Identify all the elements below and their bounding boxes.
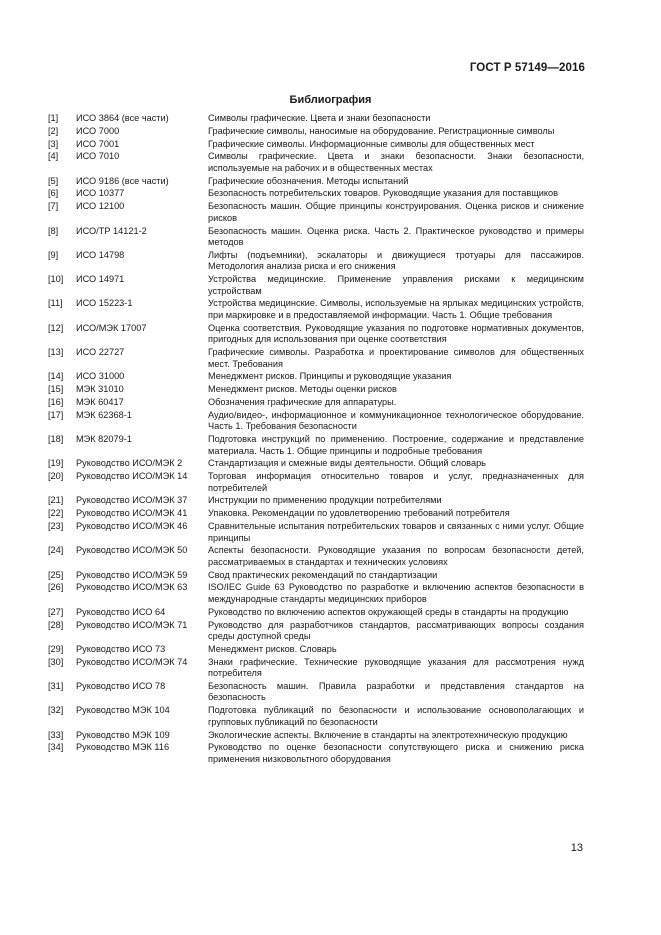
entry-standard-code: Руководство ИСО/МЭК 74 — [76, 656, 188, 667]
entry-title: Сравнительные испытания потребительских товаров и связанных с ними услуг. Общие принципы — [208, 521, 584, 543]
bibliography-entry — [48, 371, 584, 384]
entry-number: [21] — [48, 495, 64, 506]
entry-title: Менеджмент рисков. Принципы и руководящие указания — [208, 371, 452, 382]
entry-number: [30] — [48, 656, 64, 667]
bibliography-entry — [48, 521, 584, 545]
entry-standard-code: Руководство ИСО 78 — [76, 680, 166, 691]
entry-number: [16] — [48, 396, 64, 407]
entry-title: Графические символы. Информационные символы для общественных мест — [208, 138, 535, 149]
entry-number: [6] — [48, 188, 59, 199]
entry-number: [33] — [48, 729, 64, 740]
entry-number: [15] — [48, 384, 64, 395]
bibliography-entry — [48, 570, 584, 583]
entry-number: [5] — [48, 175, 59, 186]
entry-title: Аспекты безопасности. Руководящие указания по вопросам безопасности детей, рассматриваемых в стандартах и технических условиях — [208, 545, 584, 567]
bibliography-entry — [48, 508, 584, 521]
bibliography-entry — [48, 274, 584, 298]
entry-standard-code: ИСО 3864 (все части) — [76, 113, 169, 123]
entry-standard-code: МЭК 31010 — [76, 384, 124, 395]
bibliography-entry — [48, 250, 584, 274]
entry-number: [20] — [48, 471, 64, 482]
entry-title: Символы графические. Цвета и знаки безопасности — [208, 113, 431, 123]
bibliography-entry — [48, 410, 584, 434]
entry-title: Руководство по оценке безопасности сопутствующего риска и снижению риска применения низковольтного оборудования — [208, 742, 584, 764]
entry-standard-code: ИСО 22727 — [76, 347, 125, 358]
entry-number: [26] — [48, 582, 64, 593]
entry-title: Безопасность машин. Общие принципы конструирования. Оценка рисков и снижение рисков — [208, 201, 584, 223]
entry-standard-code: ИСО/ТР 14121-2 — [76, 225, 147, 236]
entry-standard-code: Руководство ИСО/МЭК 2 — [76, 458, 183, 469]
entry-number: [1] — [48, 113, 59, 123]
entry-number: [19] — [48, 458, 64, 469]
entry-title: Руководство для разработчиков стандартов, рассматривающих вопросы создания среды доступной среды — [208, 619, 584, 642]
entry-standard-code: ИСО 7001 — [76, 138, 120, 149]
bibliography-entry — [48, 582, 584, 606]
entry-title: Подготовка инструкций по применению. Построение, содержание и представление материала. Часть 1. Общие принципы и подробные требования — [208, 434, 584, 456]
entry-standard-code: Руководство ИСО/МЭК 63 — [76, 582, 188, 593]
entry-number: [24] — [48, 545, 64, 556]
entry-number: [27] — [48, 606, 64, 617]
entry-title: Менеджмент рисков. Методы оценки рисков — [208, 384, 397, 395]
entry-number: [3] — [48, 138, 59, 149]
bibliography-entry — [48, 397, 584, 410]
entry-standard-code: ИСО 14798 — [76, 249, 125, 260]
entry-title: Свод практических рекомендаций по стандартизации — [208, 569, 438, 580]
entry-title: ISO/IEC Guide 63 Руководство по разработке и включению аспектов безопасности в международные стандарты медицинских приборов — [208, 582, 584, 604]
entry-standard-code: ИСО 12100 — [76, 201, 125, 212]
entry-standard-code: ИСО 31000 — [76, 371, 125, 382]
bibliography-entry — [48, 545, 584, 569]
document-code: ГОСТ Р 57149—2016 — [469, 62, 585, 74]
entry-number: [10] — [48, 274, 64, 285]
entry-standard-code: ИСО 14971 — [76, 274, 125, 285]
bibliography-entry — [48, 113, 584, 126]
entry-title: Обозначения графические для аппаратуры. — [208, 396, 397, 407]
entry-title: Менеджмент рисков. Словарь — [208, 643, 337, 654]
entry-number: [34] — [48, 742, 64, 753]
entry-standard-code: Руководство ИСО/МЭК 46 — [76, 521, 188, 532]
entry-number: [7] — [48, 201, 59, 212]
bibliography-entry — [48, 705, 584, 729]
bibliography-entry — [48, 681, 584, 705]
bibliography-entry — [48, 139, 584, 152]
bibliography-entry — [48, 742, 584, 766]
entry-title: Торговая информация относительно товаров и услуг, предназначенных для потребителей — [208, 471, 584, 493]
bibliography-entry — [48, 730, 584, 743]
entry-standard-code: ИСО 9186 (все части) — [76, 175, 169, 186]
entry-title: Руководство по включению аспектов окружающей среды в стандарты на продукцию — [208, 606, 569, 617]
bibliography-entry — [48, 495, 584, 508]
bibliography-entry — [48, 384, 584, 397]
bibliography-entry — [48, 620, 584, 644]
bibliography-entry — [48, 188, 584, 201]
entry-standard-code: Руководство ИСО 64 — [76, 606, 166, 617]
bibliography-table — [48, 113, 584, 767]
entry-number: [14] — [48, 371, 64, 382]
bibliography-entry — [48, 347, 584, 371]
entry-standard-code: Руководство ИСО/МЭК 41 — [76, 508, 188, 519]
entry-title: Аудио/видео-, информационное и коммуникационное технологическое оборудование. Часть 1. Требования безопасности — [208, 409, 584, 432]
entry-number: [31] — [48, 680, 64, 691]
page-number: 13 — [570, 842, 583, 854]
page-title: Библиография — [289, 94, 372, 106]
entry-title: Подготовка публикаций по безопасности и использование основополагающих и групповых публикаций по безопасности — [208, 705, 584, 727]
bibliography-entry — [48, 323, 584, 347]
entry-title: Стандартизация и смежные виды деятельности. Общий словарь — [208, 458, 486, 469]
entry-title: Графические символы, наносимые на оборудование. Регистрационные символы — [208, 125, 555, 136]
entry-number: [23] — [48, 521, 64, 532]
entry-number: [28] — [48, 619, 64, 630]
bibliography-entry — [48, 226, 584, 250]
entry-standard-code: ИСО 10377 — [76, 188, 125, 199]
entry-title: Инструкции по применению продукции потребителями — [208, 495, 442, 506]
entry-standard-code: Руководство ИСО/МЭК 59 — [76, 569, 188, 580]
entry-number: [17] — [48, 409, 64, 420]
entry-standard-code: Руководство ИСО/МЭК 50 — [76, 545, 188, 556]
bibliography-entry — [48, 151, 584, 175]
entry-title: Безопасность машин. Оценка риска. Часть 2. Практическое руководство и примеры методов — [208, 225, 584, 248]
bibliography-entry — [48, 201, 584, 225]
entry-standard-code: Руководство ИСО/МЭК 14 — [76, 471, 188, 482]
entry-number: [13] — [48, 347, 64, 358]
entry-number: [32] — [48, 705, 64, 716]
entry-number: [12] — [48, 322, 64, 333]
entry-number: [2] — [48, 125, 59, 136]
entry-number: [22] — [48, 508, 64, 519]
bibliography-list — [48, 113, 584, 767]
bibliography-entry — [48, 298, 584, 322]
bibliography-entry — [48, 657, 584, 681]
bibliography-entry — [48, 471, 584, 495]
entry-title: Лифты (подъемники), эскалаторы и движущиеся тротуары для пассажиров. Методология анализа риска и его снижения — [208, 249, 584, 272]
entry-standard-code: МЭК 62368-1 — [76, 409, 132, 420]
entry-standard-code: ИСО 7010 — [76, 151, 120, 162]
entry-standard-code: ИСО 15223-1 — [76, 298, 133, 309]
entry-standard-code: МЭК 82079-1 — [76, 434, 132, 445]
entry-number: [18] — [48, 434, 64, 445]
entry-number: [11] — [48, 298, 63, 309]
entry-number: [8] — [48, 225, 59, 236]
entry-title: Графические обозначения. Методы испытаний — [208, 175, 409, 186]
bibliography-entry — [48, 434, 584, 458]
entry-title: Знаки графические. Технические руководящие указания для рассмотрения нужд потребителя — [208, 656, 584, 679]
entry-standard-code: Руководство ИСО/МЭК 37 — [76, 495, 188, 506]
entry-title: Безопасность потребительских товаров. Руководящие указания для поставщиков — [208, 188, 559, 199]
entry-title: Экологические аспекты. Включение в стандарты на электротехническую продукцию — [208, 729, 568, 740]
entry-standard-code: Руководство ИСО/МЭК 71 — [76, 619, 188, 630]
bibliography-entry — [48, 126, 584, 139]
entry-title: Устройства медицинские. Символы, используемые на ярлыках медицинских устройств, при маркировке и в предоставляемой информации. Часть 1. Общие требования — [208, 298, 584, 320]
entry-title: Символы графические. Цвета и знаки безопасности. Знаки безопасности, используемые на рабочих и в общественных местах — [208, 151, 584, 173]
bibliography-entry — [48, 176, 584, 189]
entry-standard-code: Руководство ИСО 73 — [76, 643, 166, 654]
entry-standard-code: Руководство МЭК 104 — [76, 705, 170, 716]
entry-title: Безопасность машин. Правила разработки и представления стандартов на безопасность — [208, 680, 584, 703]
entry-number: [4] — [48, 151, 59, 162]
bibliography-entry — [48, 607, 584, 620]
entry-title: Оценка соответствия. Руководящие указания по подготовке нормативных документов, пригодных для использования при оценке соответствия — [208, 322, 584, 345]
bibliography-entry — [48, 458, 584, 471]
entry-standard-code: МЭК 60417 — [76, 396, 124, 407]
entry-standard-code: Руководство МЭК 109 — [76, 729, 170, 740]
entry-standard-code: ИСО 7000 — [76, 125, 120, 136]
entry-standard-code: ИСО/МЭК 17007 — [76, 322, 147, 333]
entry-title: Упаковка. Рекомендации по удовлетворению требований потребителя — [208, 508, 510, 519]
entry-number: [29] — [48, 643, 64, 654]
entry-number: [25] — [48, 569, 64, 580]
entry-number: [9] — [48, 249, 59, 260]
entry-standard-code: Руководство МЭК 116 — [76, 742, 170, 753]
entry-title: Графические символы. Разработка и проектирование символов для общественных мест. Требования — [208, 347, 584, 369]
entry-title: Устройства медицинские. Применение управления рисками к медицинским устройствам — [208, 274, 584, 296]
bibliography-entry — [48, 644, 584, 657]
